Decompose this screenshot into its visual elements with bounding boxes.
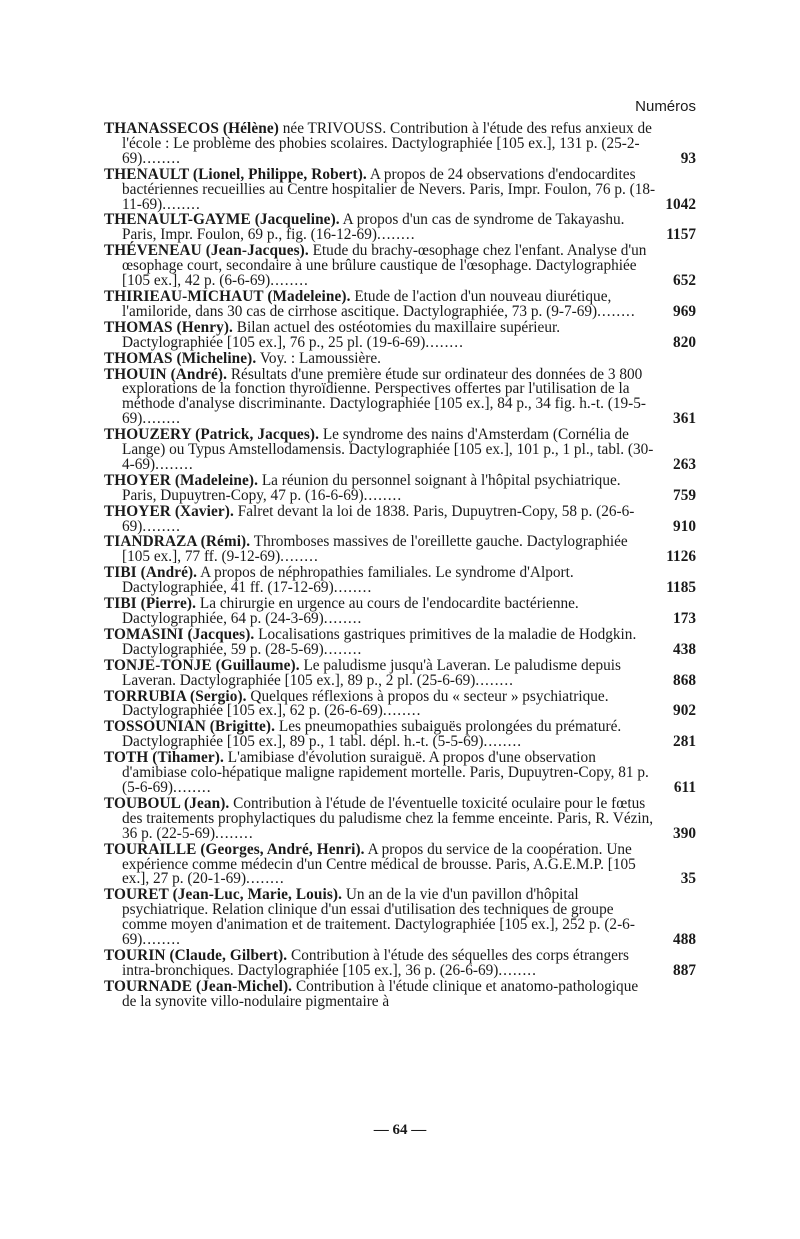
entry-body [104, 502, 696, 535]
entry-body [104, 165, 696, 213]
leader-dots: ........ [498, 961, 537, 979]
leader-dots: ........ [142, 410, 181, 428]
entry-text: Un an de la vie d'un pavillon d'hôpital psychiatrique. Relation clinique d'un essai d'utilisation des techniques de groupe comme moyen d'animation et de traitement. Dactylographiée [105 ex.], 252 p. (2-6-69) [122, 886, 635, 949]
bibliography-entry [104, 625, 696, 658]
author-name: THOYER (Madeleine). [104, 471, 259, 489]
entry-text: Etude du brachy-œsophage chez l'enfant. Analyse d'un œsophage court, secondaire à une brûlure caustique de l'œsophage. Dactylographiée [105 ex.], 42 p. (6-6-69) [122, 242, 647, 290]
author-name: TONJE-TONJE (Guillaume). [104, 656, 300, 674]
author-name: THOUZERY (Patrick, Jacques). [104, 426, 319, 444]
thesis-number: 611 [673, 778, 696, 796]
entry-body [104, 595, 696, 627]
thesis-number: 820 [673, 333, 696, 351]
author-name: THÉVENEAU (Jean-Jacques). [104, 242, 309, 260]
entry-text: A propos du service de la coopération. Une expérience comme médecin d'un Centre médical de brousse. Paris, A.G.E.M.P. [105 ex.], 27 p. (20-1-69) [122, 840, 636, 888]
bibliography-entry [104, 165, 696, 213]
bibliography-entry [104, 840, 696, 888]
bibliography-entry [104, 597, 696, 627]
thesis-number: 35 [680, 870, 696, 888]
author-name: TOURNADE (Jean-Michel). [104, 977, 293, 995]
bibliography-entry [104, 751, 696, 796]
leader-dots: ........ [172, 778, 212, 796]
bibliography-entry [104, 122, 696, 167]
entry-text: La chirurgie en urgence au cours de l'endocardite bactérienne. Dactylographiée, 64 p. (24-3-69) [122, 595, 579, 627]
entry-body [104, 120, 696, 167]
entry-text: La réunion du personnel soignant à l'hôpital psychiatrique. Paris, Dupuytren-Copy, 47 p. (16-6-69) [122, 471, 621, 504]
bibliography-entry [104, 888, 696, 948]
entry-text: Résultats d'une première étude sur ordinateur des données de 3 800 explorations de la fonction thyroïdienne. Perspectives offertes par l'utilisation de la méthode d'analyse discriminante. Dactylographiée [105 ex.], 84 p., 34 fig. h.-t. (19-5-69) [122, 365, 646, 428]
column-header: Numéros [635, 98, 696, 115]
author-name: TOMASINI (Jacques). [104, 625, 255, 643]
entry-text: Le paludisme jusqu'à Laveran. Le paludisme depuis Laveran. Dactylographiée [105 ex.], 89 p., 2 pl. (25-6-69) [122, 656, 621, 689]
entry-text: Etude de l'action d'un nouveau diurétique, l'amiloride, dans 30 cas de cirrhose ascitique. Dactylographiée, 73 p. (9-7-69) [122, 287, 612, 320]
author-name: THENAULT (Lionel, Philippe, Robert). [104, 165, 367, 183]
entry-text: Bilan actuel des ostéotomies du maxillaire supérieur. Dactylographiée [105 ex.], 76 p., 25 pl. (19-6-69) [122, 318, 561, 351]
leader-dots: ........ [475, 671, 514, 689]
bibliography-entry [104, 977, 696, 1010]
leader-dots: ........ [323, 610, 363, 627]
bibliography-entry [104, 349, 696, 367]
leader-dots: ........ [333, 579, 373, 597]
entry-text: Falret devant la loi de 1838. Paris, Dupuytren-Copy, 58 p. (26-6-69) [122, 502, 635, 535]
entry-body [104, 426, 696, 473]
entry-text: Contribution à l'étude de l'éventuelle toxicité oculaire pour le fœtus des traitements prophylactiques du paludisme chez la femme enceinte. Paris, R. Vézin, 36 p. (22-5-69) [122, 794, 654, 842]
author-name: TOUBOUL (Jean). [104, 794, 230, 812]
thesis-number: 93 [680, 149, 696, 167]
entry-body [104, 656, 696, 689]
author-name: THIRIEAU-MICHAUT (Madeleine). [104, 287, 351, 305]
entry-body [104, 718, 696, 751]
bibliography-entry [104, 946, 696, 979]
leader-dots: ........ [323, 640, 363, 658]
thesis-number: 1185 [666, 579, 696, 597]
entry-body [104, 749, 696, 796]
leader-dots: ........ [142, 149, 181, 167]
entry-text: Thromboses massives de l'oreillette gauche. Dactylographiée [105 ex.], 77 ff. (9-12-69) [122, 533, 628, 566]
author-name: TIBI (André). [104, 564, 198, 582]
entry-body [104, 242, 696, 290]
thesis-number: 361 [673, 410, 696, 428]
bibliography-entry [104, 720, 696, 750]
bibliography-entry [104, 566, 696, 596]
author-name: TOURIN (Claude, Gilbert). [104, 946, 288, 964]
entry-text: A propos de 24 observations d'endocardites bactériennes recueillies au Centre hospitalier de Nevers. Paris, Impr. Foulon, 76 p. (18-11-69) [122, 165, 656, 213]
thesis-number: 868 [673, 671, 696, 689]
leader-dots: ........ [142, 517, 181, 535]
leader-dots: ........ [382, 702, 422, 720]
author-name: TIBI (Pierre). [104, 595, 197, 613]
entry-text: Contribution à l'étude clinique et anatomo-pathologique de la synovite villo-nodulaire pigmentaire à [122, 977, 639, 1010]
entry-text: Voy. : Lamoussière. [256, 349, 381, 367]
author-name: TOSSOUNIAN (Brigitte). [104, 718, 276, 736]
entry-body [104, 349, 696, 367]
entry-text: Quelques réflexions à propos du « secteur » psychiatrique. Dactylographiée [105 ex.], 62 p. (26-6-69) [122, 687, 609, 720]
author-name: THOMAS (Henry). [104, 318, 233, 336]
entry-body [104, 318, 696, 351]
author-name: THANASSECOS (Hélène) [104, 120, 279, 137]
entry-body [104, 886, 696, 949]
entry-text: née TRIVOUSS. Contribution à l'étude des refus anxieux de l'école : Le problème des phobies scolaires. Dactylographiée [105 ex.], 131 p. (25-2-69) [122, 120, 652, 167]
thesis-number: 910 [673, 517, 696, 535]
bibliography-entry [104, 428, 696, 473]
leader-dots: ........ [155, 455, 194, 473]
entry-text: A propos d'un cas de syndrome de Takayashu. Paris, Impr. Foulon, 69 p., fig. (16-12-69) [122, 211, 625, 244]
thesis-number: 488 [673, 931, 696, 949]
leader-dots: ........ [597, 302, 636, 320]
entry-text: L'amibiase d'évolution suraiguë. A propos d'une observation d'amibiase colo-hépatique maligne rapidement mortelle. Paris, Dupuytren-Copy, 81 p. (5-6-69) [122, 749, 649, 796]
entry-text: Le syndrome des nains d'Amsterdam (Cornélia de Lange) ou Typus Amstellodamensis. Dactylographiée [105 ex.], 101 p., 1 pl., tabl. (30-4-69) [122, 426, 654, 473]
entry-body [104, 625, 696, 658]
entry-body [104, 287, 696, 320]
author-name: TOURET (Jean-Luc, Marie, Louis). [104, 886, 343, 904]
thesis-number: 173 [673, 610, 696, 627]
author-name: THOYER (Xavier). [104, 502, 234, 520]
thesis-number: 390 [673, 824, 696, 842]
author-name: THOUIN (André). [104, 365, 228, 383]
entry-text: Contribution à l'étude des séquelles des corps étrangers intra-bronchiques. Dactylographiée [105 ex.], 36 p. (26-6-69) [122, 946, 629, 979]
bibliography-entry [104, 244, 696, 289]
thesis-number: 887 [673, 961, 696, 979]
bibliography-page [104, 94, 696, 1011]
entry-body [104, 365, 696, 428]
thesis-number: 969 [673, 302, 696, 320]
author-name: TOURAILLE (Georges, André, Henri). [104, 840, 365, 858]
bibliography-entry [104, 502, 696, 535]
bibliography-entry [104, 287, 696, 320]
bibliography-entry [104, 318, 696, 351]
leader-dots: ........ [162, 195, 201, 213]
thesis-number: 1126 [666, 548, 696, 566]
leader-dots: ........ [376, 226, 416, 244]
bibliography-entry [104, 213, 696, 243]
leader-dots: ........ [142, 931, 181, 949]
entry-body [104, 794, 696, 842]
entry-body [104, 840, 696, 888]
entry-text: A propos de néphropathies familiales. Le syndrome d'Alport. Dactylographiée, 41 ff. (17-12-69) [122, 564, 574, 597]
bibliography-entry [104, 656, 696, 689]
entry-body [104, 687, 696, 720]
author-name: THENAULT-GAYME (Jacqueline). [104, 211, 340, 229]
thesis-number: 1042 [665, 195, 696, 213]
entry-text: Les pneumopathies subaiguës prolongées du prématuré. Dactylographiée [105 ex.], 89 p., 1 tabl. dépl. h.-t. (5-5-69) [122, 718, 622, 751]
entry-text: Localisations gastriques primitives de la maladie de Hodgkin. Dactylographiée, 59 p. (28-5-69) [122, 625, 637, 658]
entry-body [104, 533, 696, 566]
entry-body [104, 564, 696, 597]
thesis-number: 1157 [666, 226, 696, 244]
thesis-number: 902 [673, 702, 696, 720]
author-name: TIANDRAZA (Rémi). [104, 533, 251, 551]
entry-body [104, 946, 696, 979]
leader-dots: ........ [246, 870, 285, 888]
bibliography-entry [104, 687, 696, 720]
leader-dots: ........ [270, 272, 309, 290]
bibliography-entry [104, 535, 696, 565]
entry-body [104, 211, 696, 244]
bibliography-entry [104, 794, 696, 842]
thesis-number: 281 [673, 733, 696, 751]
author-name: THOMAS (Micheline). [104, 349, 257, 367]
entry-body [104, 977, 696, 1010]
author-name: TORRUBIA (Sergio). [104, 687, 247, 705]
bibliography-entry [104, 471, 696, 504]
leader-dots: ........ [363, 486, 403, 504]
leader-dots: ........ [280, 548, 319, 566]
entry-list [104, 122, 696, 1010]
leader-dots: ........ [215, 824, 254, 842]
thesis-number: 438 [673, 640, 696, 658]
leader-dots: ........ [483, 733, 523, 751]
author-name: TOTH (Tihamer). [104, 749, 224, 767]
thesis-number: 759 [673, 486, 696, 504]
bibliography-entry [104, 365, 696, 428]
thesis-number: 263 [673, 455, 696, 473]
entry-body [104, 471, 696, 504]
page-number: — 64 — [373, 1122, 427, 1138]
thesis-number: 652 [673, 272, 696, 290]
leader-dots: ........ [425, 333, 464, 351]
